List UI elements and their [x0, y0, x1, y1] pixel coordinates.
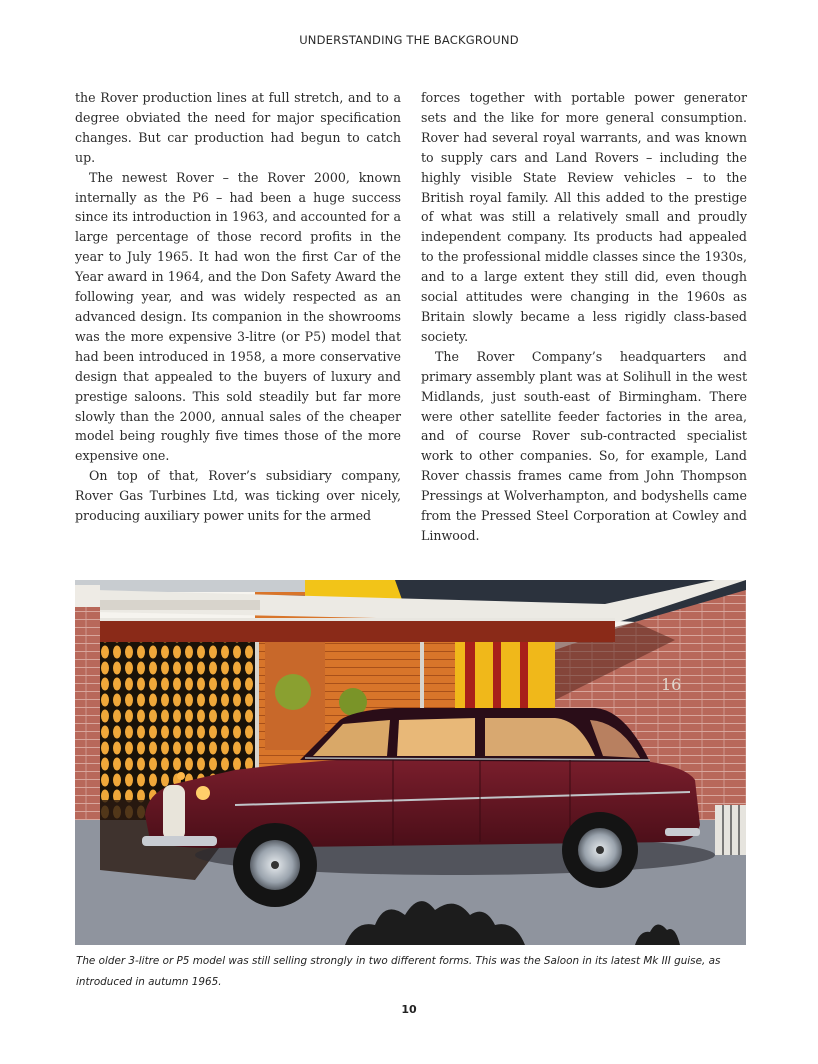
text-column-right — [421, 88, 747, 546]
car-photograph — [75, 580, 746, 945]
running-head: UNDERSTANDING THE BACKGROUND — [299, 33, 519, 47]
page-number: 10 — [401, 1003, 417, 1016]
figure-caption: The older 3-litre or P5 model was still selling strongly in two different forms. This was the Saloon in its latest Mk III guise, as introduced in autumn 1965. — [76, 955, 721, 988]
paragraph: On top of that, Rover’s subsidiary company, Rover Gas Turbines Ltd, was ticking over nicely, producing auxiliary power units for the armed — [75, 468, 401, 524]
paragraph: the Rover production lines at full stretch, and to a degree obviated the need for major specification changes. But car production had begun to catch up. — [75, 90, 401, 165]
paragraph: The Rover Company’s headquarters and primary assembly plant was at Solihull in the west Midlands, just south-east of Birmingham. There were other satellite feeder factories in the area, and of course Rover sub-contracted specialist work to other companies. So, for example, Land Rover chassis frames came from John Thompson Pressings at Wolverhampton, and bodyshells came from the Pressed Steel Corporation at Cowley and Linwood. — [421, 348, 747, 543]
paragraph: The newest Rover – the Rover 2000, known internally as the P6 – had been a huge success since its introduction in 1963, and accounted for a large percentage of those record profits in the year to July 1965. It had won the first Car of the Year award in 1964, and the Don Safety Award the following year, and was widely respected as an advanced design. Its companion in the showrooms was the more expensive 3-litre (or P5) model that had been introduced in 1958, a more conservative design that appealed to the buyers of luxury and prestige saloons. This sold steadily but far more slowly than the 2000, annual sales of the cheaper model being roughly five times those of the more expensive one. — [75, 169, 401, 464]
text-column-left — [75, 88, 401, 526]
svg-text:16: 16 — [661, 675, 682, 694]
paragraph: forces together with portable power generator sets and the like for more general consumption. Rover had several royal warrants, and was known to supply cars and Land Rovers – including the highly visible State Review vehicles – to the British royal family. All this added to the prestige of what was still a relatively small and proudly independent company. Its products had appealed to the professional middle classes since the 1930s, and to a large extent they still did, even though social attitudes were changing in the 1960s as Britain slowly became a less rigidly class-based society. — [421, 90, 747, 344]
